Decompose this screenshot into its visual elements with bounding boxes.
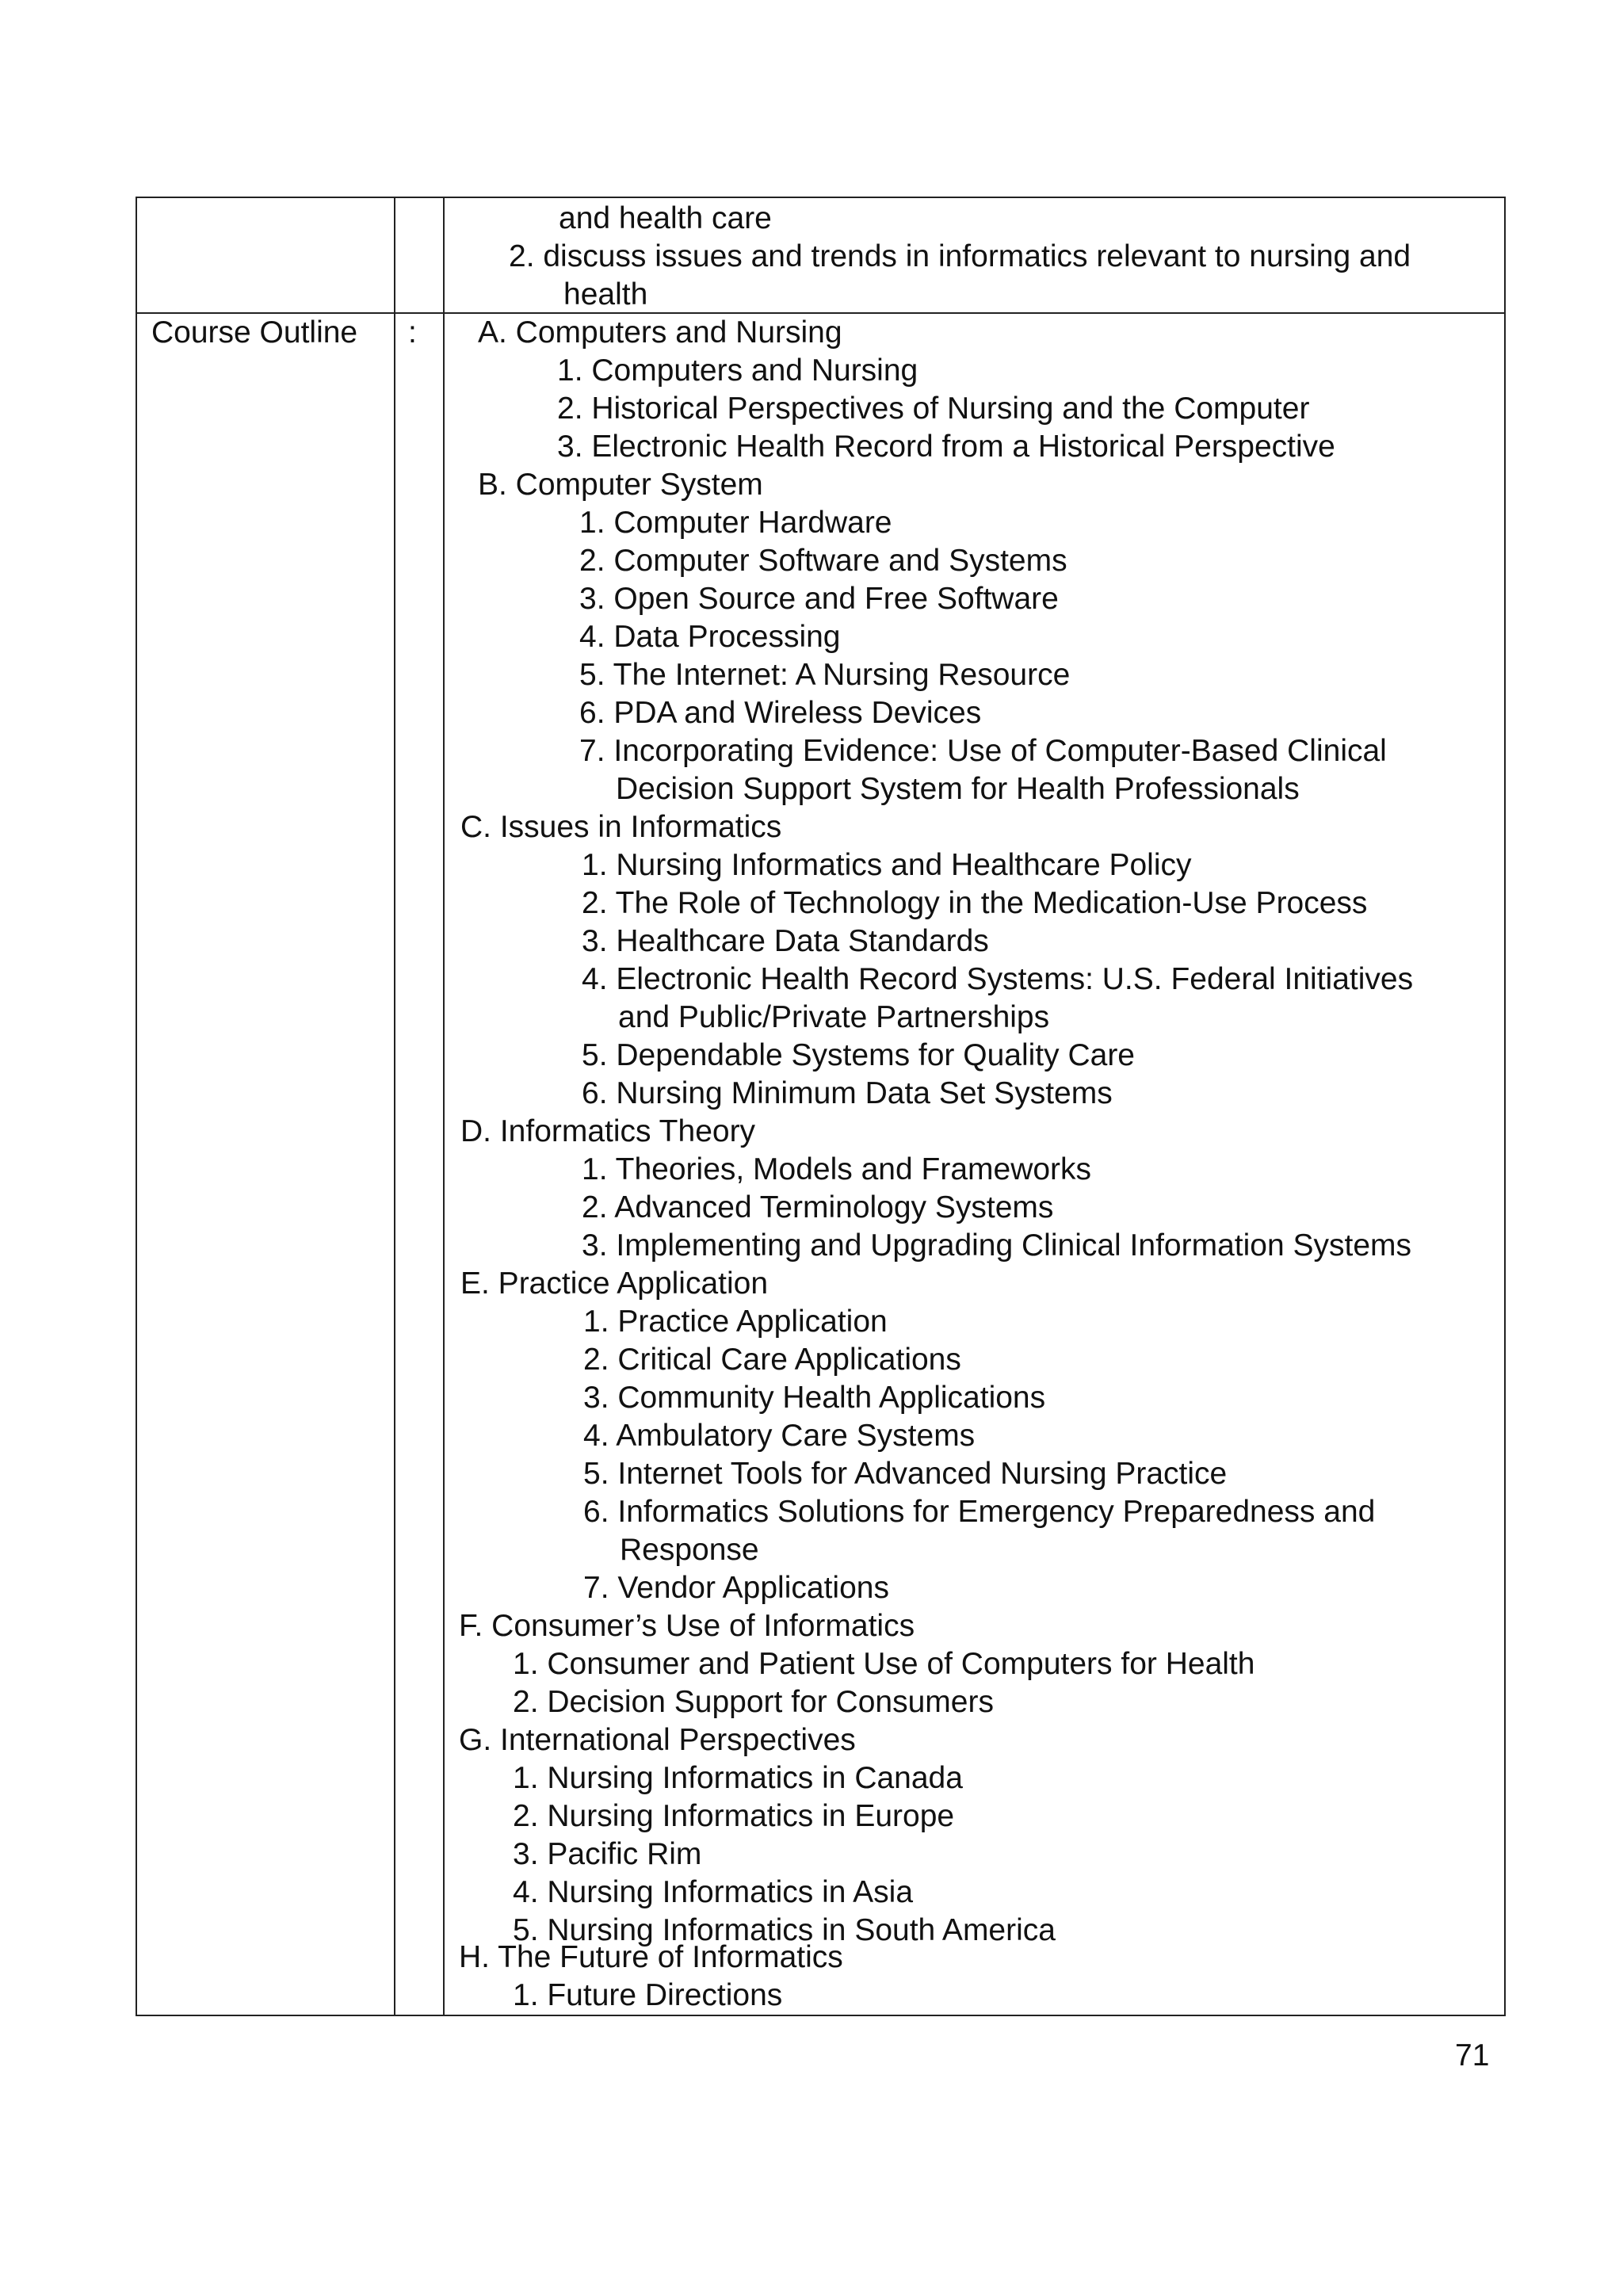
outline-item: 5. Dependable Systems for Quality Care <box>582 1038 1136 1072</box>
outline-item: 6. Informatics Solutions for Emergency Preparedness and <box>583 1495 1376 1529</box>
column-divider <box>394 198 395 2015</box>
outline-item: 3. Pacific Rim <box>513 1837 702 1871</box>
outline-item: 1. Theories, Models and Frameworks <box>582 1152 1092 1186</box>
outline-item: 3. Healthcare Data Standards <box>582 924 989 958</box>
column-divider <box>443 198 445 2015</box>
outline-heading-f: F. Consumer’s Use of Informatics <box>459 1609 915 1643</box>
outline-item: 5. The Internet: A Nursing Resource <box>579 658 1071 692</box>
outline-item: 6. PDA and Wireless Devices <box>579 696 982 730</box>
separator-colon: : <box>408 315 417 350</box>
outline-heading-b: B. Computer System <box>478 468 763 502</box>
outline-item: 2. Critical Care Applications <box>583 1343 961 1377</box>
continuation-line: and health care <box>559 201 772 235</box>
outline-item: 3. Open Source and Free Software <box>579 582 1059 616</box>
outline-item: 2. Nursing Informatics in Europe <box>513 1799 955 1833</box>
outline-heading-e: E. Practice Application <box>460 1266 769 1301</box>
outline-item: 1. Practice Application <box>583 1305 888 1339</box>
outline-item: 5. Nursing Informatics in South America <box>513 1913 1056 1947</box>
outline-item: 3. Electronic Health Record from a Historical Perspective <box>557 430 1335 464</box>
continuation-item: 2. discuss issues and trends in informatics relevant to nursing and <box>509 239 1411 273</box>
outline-item: 1. Computer Hardware <box>579 506 892 540</box>
outline-item: 1. Nursing Informatics and Healthcare Policy <box>582 848 1192 882</box>
outline-item-cont: Decision Support System for Health Professionals <box>616 772 1300 806</box>
outline-item: 1. Computers and Nursing <box>557 353 918 388</box>
outline-item: 1. Consumer and Patient Use of Computers for Health <box>513 1647 1255 1681</box>
outline-item: 2. Historical Perspectives of Nursing and the Computer <box>557 392 1310 426</box>
continuation-item-cont: health <box>563 277 648 311</box>
course-table <box>136 197 1506 2016</box>
outline-heading-c: C. Issues in Informatics <box>460 810 782 844</box>
outline-item: 2. Computer Software and Systems <box>579 544 1067 578</box>
outline-item-cont: and Public/Private Partnerships <box>618 1000 1050 1034</box>
outline-heading-d: D. Informatics Theory <box>460 1114 756 1148</box>
outline-item: 1. Nursing Informatics in Canada <box>513 1761 963 1795</box>
outline-item: 1. Future Directions <box>513 1978 783 2012</box>
outline-item: 7. Vendor Applications <box>583 1571 889 1605</box>
outline-item: 4. Nursing Informatics in Asia <box>513 1875 914 1909</box>
outline-item: 5. Internet Tools for Advanced Nursing Practice <box>583 1457 1228 1491</box>
outline-item: 4. Ambulatory Care Systems <box>583 1419 976 1453</box>
outline-item: 4. Data Processing <box>579 620 841 654</box>
outline-heading-h: H. The Future of Informatics <box>459 1940 843 1974</box>
outline-item: 3. Community Health Applications <box>583 1381 1046 1415</box>
page-number: 71 <box>1455 2038 1490 2073</box>
outline-item: 7. Incorporating Evidence: Use of Computer-Based Clinical <box>579 734 1387 768</box>
outline-item: 2. Advanced Terminology Systems <box>582 1190 1054 1224</box>
outline-item: 2. Decision Support for Consumers <box>513 1685 994 1719</box>
outline-item: 2. The Role of Technology in the Medication-Use Process <box>582 886 1368 920</box>
outline-item: 4. Electronic Health Record Systems: U.S. Federal Initiatives <box>582 962 1414 996</box>
outline-heading-g: G. International Perspectives <box>459 1723 856 1757</box>
outline-item-cont: Response <box>620 1533 759 1567</box>
row-label-course-outline: Course Outline <box>151 315 358 350</box>
outline-item: 3. Implementing and Upgrading Clinical Information Systems <box>582 1228 1412 1263</box>
outline-item: 6. Nursing Minimum Data Set Systems <box>582 1076 1113 1110</box>
outline-heading-a: A. Computers and Nursing <box>478 315 842 350</box>
